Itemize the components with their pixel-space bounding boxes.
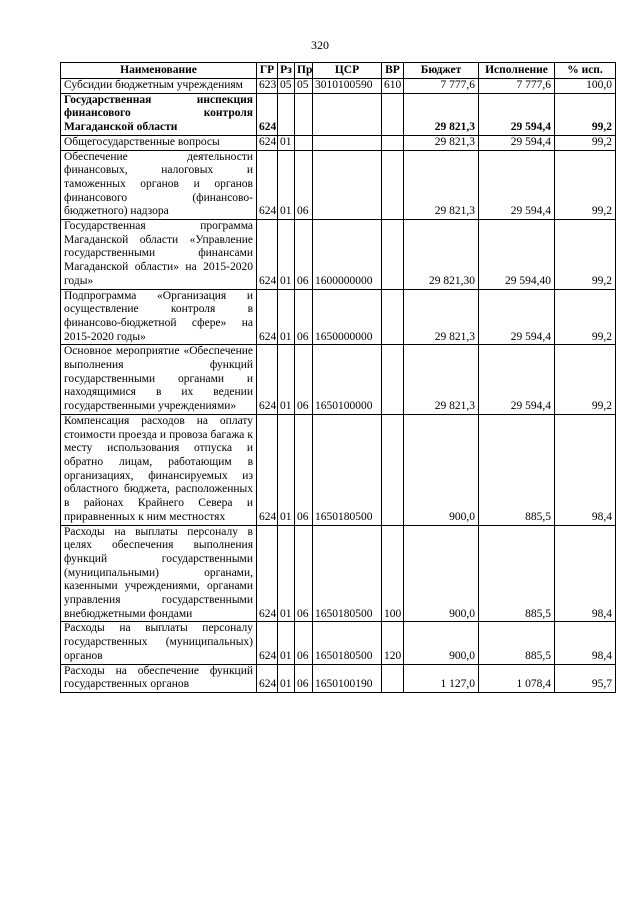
cell-csr: 1600000000 <box>313 220 382 290</box>
cell-pct: 99,2 <box>555 220 616 290</box>
header-rz: Рз <box>278 63 295 79</box>
cell-name: Общегосударственные вопросы <box>61 135 257 150</box>
cell-vr <box>382 345 404 415</box>
cell-name: Компенсация расходов на оплату стоимости проезда и провоза багажа к месту использования отпуска и обратно лицам, работающим в организациях, финансируемых из областного бюджета, расположенных в районах Крайнего Севера и приравненных к ним местностях <box>61 414 257 525</box>
table-row <box>61 93 616 135</box>
page-number: 320 <box>311 38 329 52</box>
cell-execution: 29 594,4 <box>479 289 555 345</box>
cell-pr: 05 <box>295 79 313 94</box>
cell-pr <box>295 93 313 135</box>
cell-rz <box>278 93 295 135</box>
cell-pct: 99,2 <box>555 93 616 135</box>
cell-gr: 624 <box>257 414 278 525</box>
cell-name: Государственная программа Магаданской области «Управление государственными финансами Магаданской области» на 2015-2020 годы» <box>61 220 257 290</box>
cell-pr <box>295 135 313 150</box>
cell-name: Расходы на обеспечение функций государственных органов <box>61 664 257 692</box>
cell-execution: 29 594,4 <box>479 93 555 135</box>
cell-name: Расходы на выплаты персоналу в целях обеспечения выполнения функций государственными (муниципальными) органами, казенными учреждениями, органами управления государственными внебюджетными фондами <box>61 525 257 622</box>
cell-pr: 06 <box>295 220 313 290</box>
cell-rz: 01 <box>278 345 295 415</box>
cell-execution: 29 594,40 <box>479 220 555 290</box>
cell-vr <box>382 135 404 150</box>
table-row <box>61 345 616 415</box>
cell-csr <box>313 135 382 150</box>
cell-csr: 1650100000 <box>313 345 382 415</box>
cell-gr: 624 <box>257 135 278 150</box>
cell-rz: 01 <box>278 135 295 150</box>
cell-gr: 624 <box>257 345 278 415</box>
cell-vr <box>382 414 404 525</box>
cell-budget: 29 821,3 <box>404 93 479 135</box>
cell-pr: 06 <box>295 414 313 525</box>
cell-pct: 95,7 <box>555 664 616 692</box>
cell-budget: 29 821,3 <box>404 345 479 415</box>
cell-csr <box>313 150 382 220</box>
cell-vr: 100 <box>382 525 404 622</box>
header-vr: ВР <box>382 63 404 79</box>
table-row <box>61 414 616 525</box>
header-pct: % исп. <box>555 63 616 79</box>
table-row <box>61 664 616 692</box>
cell-pr: 06 <box>295 150 313 220</box>
table-row <box>61 79 616 94</box>
cell-budget: 900,0 <box>404 622 479 664</box>
cell-vr: 610 <box>382 79 404 94</box>
cell-pct: 99,2 <box>555 345 616 415</box>
cell-pct: 98,4 <box>555 414 616 525</box>
budget-execution-table <box>60 62 616 693</box>
cell-name: Обеспечение деятельности финансовых, налоговых и таможенных органов и органов финансового (финансово-бюджетного) надзора <box>61 150 257 220</box>
cell-gr: 624 <box>257 220 278 290</box>
header-csr: ЦСР <box>313 63 382 79</box>
cell-name: Государственная инспекция финансового контроля Магаданской области <box>61 93 257 135</box>
cell-budget: 1 127,0 <box>404 664 479 692</box>
cell-gr: 624 <box>257 289 278 345</box>
cell-execution: 885,5 <box>479 622 555 664</box>
cell-csr: 1650000000 <box>313 289 382 345</box>
table-row <box>61 622 616 664</box>
cell-gr: 624 <box>257 622 278 664</box>
header-budget: Бюджет <box>404 63 479 79</box>
cell-csr: 1650180500 <box>313 525 382 622</box>
cell-budget: 29 821,3 <box>404 135 479 150</box>
cell-rz: 01 <box>278 525 295 622</box>
cell-name: Расходы на выплаты персоналу государственных (муниципальных) органов <box>61 622 257 664</box>
cell-gr: 624 <box>257 93 278 135</box>
cell-pr: 06 <box>295 622 313 664</box>
header-gr: ГР <box>257 63 278 79</box>
cell-rz: 05 <box>278 79 295 94</box>
cell-execution: 29 594,4 <box>479 345 555 415</box>
table-row <box>61 289 616 345</box>
cell-pr: 06 <box>295 289 313 345</box>
cell-gr: 624 <box>257 664 278 692</box>
cell-budget: 900,0 <box>404 414 479 525</box>
cell-rz: 01 <box>278 150 295 220</box>
cell-rz: 01 <box>278 622 295 664</box>
cell-vr <box>382 289 404 345</box>
cell-rz: 01 <box>278 220 295 290</box>
cell-pct: 99,2 <box>555 135 616 150</box>
header-execution: Исполнение <box>479 63 555 79</box>
cell-rz: 01 <box>278 664 295 692</box>
cell-pr: 06 <box>295 664 313 692</box>
cell-name: Субсидии бюджетным учреждениям <box>61 79 257 94</box>
cell-pct: 98,4 <box>555 622 616 664</box>
cell-budget: 29 821,30 <box>404 220 479 290</box>
cell-vr <box>382 150 404 220</box>
cell-vr <box>382 93 404 135</box>
cell-pct: 98,4 <box>555 525 616 622</box>
cell-gr: 624 <box>257 150 278 220</box>
cell-pct: 100,0 <box>555 79 616 94</box>
cell-name: Основное мероприятие «Обеспечение выполнения функций государственными органами и находящимися в их ведении государственными учреждениями» <box>61 345 257 415</box>
cell-pr: 06 <box>295 345 313 415</box>
cell-vr <box>382 664 404 692</box>
cell-execution: 7 777,6 <box>479 79 555 94</box>
table-row <box>61 220 616 290</box>
cell-csr <box>313 93 382 135</box>
cell-rz: 01 <box>278 414 295 525</box>
cell-rz: 01 <box>278 289 295 345</box>
cell-vr <box>382 220 404 290</box>
table-row <box>61 150 616 220</box>
cell-execution: 1 078,4 <box>479 664 555 692</box>
cell-gr: 623 <box>257 79 278 94</box>
header-name: Наименование <box>61 63 257 79</box>
table-row <box>61 525 616 622</box>
cell-pct: 99,2 <box>555 289 616 345</box>
header-pr: Пр <box>295 63 313 79</box>
table-row <box>61 135 616 150</box>
table-header-row <box>61 63 616 79</box>
cell-pr: 06 <box>295 525 313 622</box>
cell-csr: 1650180500 <box>313 622 382 664</box>
cell-budget: 900,0 <box>404 525 479 622</box>
cell-csr: 3010100590 <box>313 79 382 94</box>
cell-budget: 29 821,3 <box>404 150 479 220</box>
cell-pct: 99,2 <box>555 150 616 220</box>
cell-execution: 29 594,4 <box>479 135 555 150</box>
cell-csr: 1650100190 <box>313 664 382 692</box>
cell-budget: 29 821,3 <box>404 289 479 345</box>
cell-budget: 7 777,6 <box>404 79 479 94</box>
cell-vr: 120 <box>382 622 404 664</box>
cell-name: Подпрограмма «Организация и осуществление контроля в финансово-бюджетной сфере» на 2015-2020 годы» <box>61 289 257 345</box>
cell-csr: 1650180500 <box>313 414 382 525</box>
cell-execution: 885,5 <box>479 414 555 525</box>
cell-execution: 29 594,4 <box>479 150 555 220</box>
cell-gr: 624 <box>257 525 278 622</box>
cell-execution: 885,5 <box>479 525 555 622</box>
